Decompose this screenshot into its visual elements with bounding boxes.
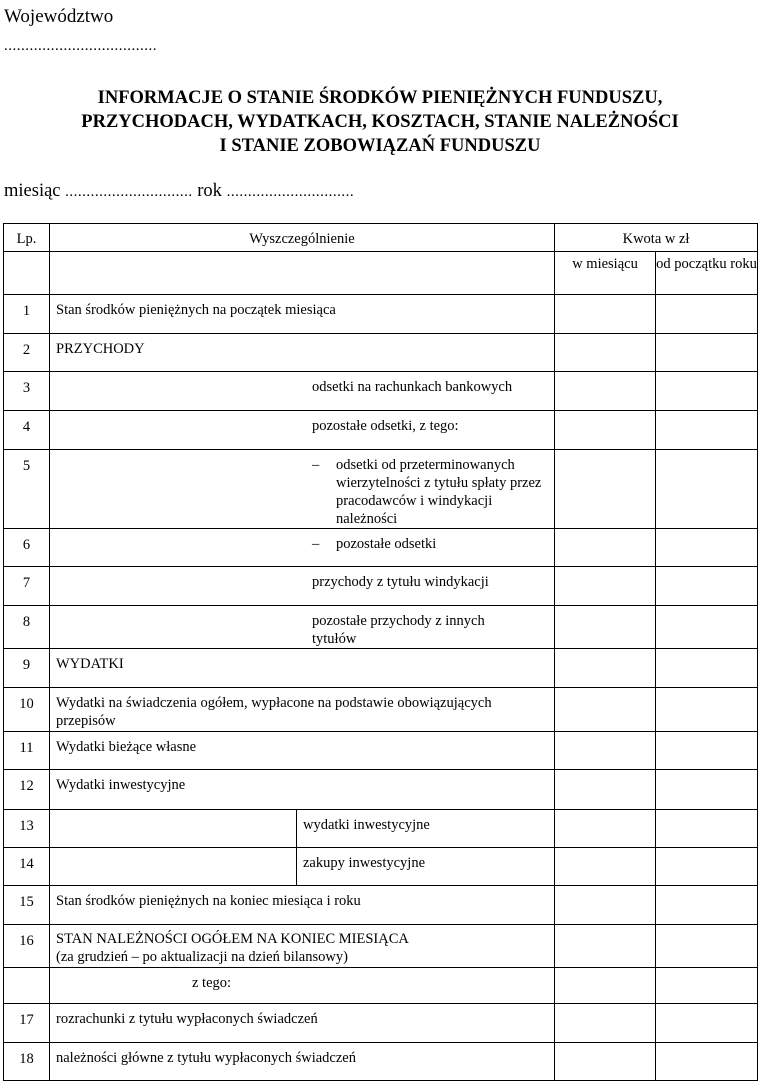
- row-number: 4: [4, 411, 50, 450]
- row-description: rozrachunki z tytułu wypłaconych świadczeń: [50, 1004, 555, 1043]
- table-row: [4, 567, 758, 606]
- amount-year-cell[interactable]: [656, 529, 758, 567]
- amount-year-cell[interactable]: [656, 770, 758, 810]
- row-number: 12: [4, 770, 50, 810]
- row-description: Wydatki inwestycyjne: [50, 770, 555, 810]
- row-number: 17: [4, 1004, 50, 1043]
- report-table: [3, 223, 758, 1081]
- amount-year-cell[interactable]: [656, 295, 758, 334]
- table-row: [4, 1004, 758, 1043]
- amount-year-cell[interactable]: [656, 732, 758, 770]
- amount-year-cell[interactable]: [656, 450, 758, 529]
- header-in-month: w miesiącu: [555, 252, 656, 295]
- table-row: [4, 848, 758, 886]
- row-number: 7: [4, 567, 50, 606]
- table-row: [4, 334, 758, 372]
- row-description: [50, 529, 555, 567]
- amount-month-cell[interactable]: [555, 1004, 656, 1043]
- row-description: z tego:: [50, 968, 555, 1004]
- row-description-text: STAN NALEŻNOŚCI OGÓŁEM NA KONIEC MIESIĄCA: [56, 931, 409, 947]
- month-field[interactable]: ..............................: [65, 184, 193, 200]
- row-description: Wydatki na świadczenia ogółem, wypłacone na podstawie obowiązujących przepisów: [50, 688, 555, 732]
- amount-month-cell[interactable]: [555, 732, 656, 770]
- row-description: Wydatki bieżące własne: [50, 732, 555, 770]
- row-number: 9: [4, 649, 50, 688]
- amount-month-cell[interactable]: [555, 606, 656, 649]
- row-number: 14: [4, 848, 50, 886]
- amount-month-cell[interactable]: [555, 295, 656, 334]
- row-description: [50, 450, 555, 529]
- table-row: [4, 529, 758, 567]
- row-description-text: pozostałe odsetki: [336, 536, 437, 552]
- amount-month-cell[interactable]: [555, 372, 656, 411]
- row-description-note: (za grudzień – po aktualizacji na dzień bilansowy): [56, 949, 348, 965]
- table-row: [4, 372, 758, 411]
- month-label: miesiąc: [4, 181, 61, 201]
- amount-month-cell[interactable]: [555, 810, 656, 848]
- amount-year-cell[interactable]: [656, 567, 758, 606]
- row-description: [50, 925, 555, 968]
- table-row: [4, 886, 758, 925]
- row-description: pozostałe przychody z innych tytułów: [50, 606, 555, 649]
- page-title: [0, 86, 760, 158]
- amount-month-cell[interactable]: [555, 886, 656, 925]
- amount-month-cell[interactable]: [555, 688, 656, 732]
- amount-month-cell[interactable]: [555, 1043, 656, 1081]
- row-number: [4, 968, 50, 1004]
- row-description: WYDATKI: [50, 649, 555, 688]
- row-description: zakupy inwestycyjne: [297, 848, 555, 886]
- amount-month-cell[interactable]: [555, 848, 656, 886]
- row-number: 15: [4, 886, 50, 925]
- table-row: [4, 606, 758, 649]
- amount-year-cell[interactable]: [656, 968, 758, 1004]
- row-number: 3: [4, 372, 50, 411]
- header-since-year-start: od początku roku: [656, 252, 758, 295]
- row-description-text: odsetki od przeterminowanych wierzytelności z tytułu spłaty przez pracodawców i windykacji należności: [336, 457, 542, 527]
- period-line: [4, 181, 354, 202]
- table-row: [4, 810, 758, 848]
- amount-year-cell[interactable]: [656, 606, 758, 649]
- header-lp: Lp.: [4, 224, 50, 252]
- row-number: 13: [4, 810, 50, 848]
- row-description: należności główne z tytułu wypłaconych świadczeń: [50, 1043, 555, 1081]
- amount-year-cell[interactable]: [656, 1043, 758, 1081]
- subheader-desc-cell: [50, 252, 555, 295]
- amount-year-cell[interactable]: [656, 411, 758, 450]
- row-number: 16: [4, 925, 50, 968]
- header-description: Wyszczególnienie: [50, 224, 555, 252]
- row-number: 1: [4, 295, 50, 334]
- row-number: 6: [4, 529, 50, 567]
- row-description: Stan środków pieniężnych na początek miesiąca: [50, 295, 555, 334]
- table-row: [4, 770, 758, 810]
- header-amount: Kwota w zł: [555, 224, 758, 252]
- table-row: [4, 925, 758, 968]
- row-number: 5: [4, 450, 50, 529]
- title-line-2: PRZYCHODACH, WYDATKACH, KOSZTACH, STANIE NALEŻNOŚCI: [81, 112, 679, 132]
- row-number: 18: [4, 1043, 50, 1081]
- row-description: pozostałe odsetki, z tego:: [50, 411, 555, 450]
- amount-month-cell[interactable]: [555, 450, 656, 529]
- amount-year-cell[interactable]: [656, 848, 758, 886]
- table-row: [4, 688, 758, 732]
- row-description: wydatki inwestycyjne: [297, 810, 555, 848]
- table-subheader-row: [4, 252, 758, 295]
- amount-month-cell[interactable]: [555, 411, 656, 450]
- amount-month-cell[interactable]: [555, 334, 656, 372]
- amount-month-cell[interactable]: [555, 649, 656, 688]
- table-row: [4, 411, 758, 450]
- row-spacer-cell: [50, 810, 297, 848]
- amount-year-cell[interactable]: [656, 688, 758, 732]
- row-number: 2: [4, 334, 50, 372]
- amount-month-cell[interactable]: [555, 925, 656, 968]
- table-row: [4, 295, 758, 334]
- amount-year-cell[interactable]: [656, 372, 758, 411]
- row-description: Stan środków pieniężnych na koniec miesiąca i roku: [50, 886, 555, 925]
- list-dash: –: [312, 536, 320, 552]
- title-line-3: I STANIE ZOBOWIĄZAŃ FUNDUSZU: [219, 136, 541, 156]
- row-description: PRZYCHODY: [50, 334, 555, 372]
- amount-year-cell[interactable]: [656, 886, 758, 925]
- region-field[interactable]: ....................................: [4, 38, 157, 54]
- amount-year-cell[interactable]: [656, 334, 758, 372]
- row-number: 10: [4, 688, 50, 732]
- year-field[interactable]: ..............................: [226, 184, 355, 200]
- amount-year-cell[interactable]: [656, 810, 758, 848]
- region-label: Województwo: [4, 6, 114, 27]
- amount-year-cell[interactable]: [656, 925, 758, 968]
- table-row: [4, 450, 758, 529]
- list-dash: –: [312, 457, 320, 473]
- row-description: odsetki na rachunkach bankowych: [50, 372, 555, 411]
- table-row: [4, 968, 758, 1004]
- amount-year-cell[interactable]: [656, 1004, 758, 1043]
- table-row: [4, 732, 758, 770]
- year-label: rok: [197, 181, 222, 201]
- amount-year-cell[interactable]: [656, 649, 758, 688]
- row-spacer-cell: [50, 848, 297, 886]
- amount-month-cell[interactable]: [555, 567, 656, 606]
- table-row: [4, 1043, 758, 1081]
- amount-month-cell[interactable]: [555, 770, 656, 810]
- subheader-lp-cell: [4, 252, 50, 295]
- table-row: [4, 649, 758, 688]
- title-line-1: INFORMACJE O STANIE ŚRODKÓW PIENIĘŻNYCH FUNDUSZU,: [97, 88, 663, 108]
- row-number: 8: [4, 606, 50, 649]
- amount-month-cell[interactable]: [555, 968, 656, 1004]
- table-header-row: [4, 224, 758, 252]
- row-number: 11: [4, 732, 50, 770]
- amount-month-cell[interactable]: [555, 529, 656, 567]
- row-description: przychody z tytułu windykacji: [50, 567, 555, 606]
